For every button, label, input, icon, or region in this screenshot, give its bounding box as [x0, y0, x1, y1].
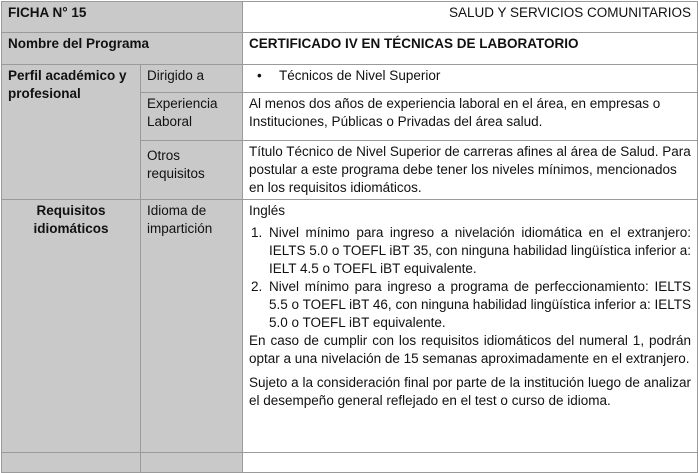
list-item	[249, 224, 691, 278]
dirigido-label: Dirigido a	[141, 65, 243, 93]
next-row-partial	[2, 453, 698, 473]
dirigido-item-text: Técnicos de Nivel Superior	[279, 68, 441, 83]
item-number: 1.	[251, 225, 263, 240]
dirigido-value	[243, 65, 698, 93]
program-name: CERTIFICADO IV EN TÉCNICAS DE LABORATORIO	[243, 33, 698, 65]
area-title: SALUD Y SERVICIOS COMUNITARIOS	[243, 2, 698, 33]
dirigido-list	[249, 67, 691, 85]
header-row	[2, 2, 698, 33]
experiencia-label: Experiencia Laboral	[141, 93, 243, 141]
ficha-number: FICHA N° 15	[2, 2, 243, 33]
requisitos-row	[2, 200, 698, 453]
nota-consideracion: Sujeto a la consideración final por parte de la institución luego de analizar el desempeño general reflejado en el test o curso de idioma.	[249, 375, 692, 408]
idioma-label: Idioma de impartición	[141, 200, 243, 453]
list-item	[249, 278, 691, 332]
item-text: Nivel mínimo para ingreso a nivelación idiomática en el extranjero: IELTS 5.0 o TOEFL iBT 35, con ninguna habilidad lingüística inferior a: IELT 4.5 o TOEFL iBT equivalente.	[269, 225, 692, 276]
requisitos-list	[249, 224, 691, 332]
dirigido-row	[2, 65, 698, 93]
item-text: Nivel mínimo para ingreso a programa de perfeccionamiento: IELTS 5.5 o TOEFL iBT 46, con ninguna habilidad lingüística inferior a: IELTS 5.0 o TOEFL iBT equivalente.	[269, 279, 692, 330]
program-row	[2, 33, 698, 65]
program-label: Nombre del Programa	[2, 33, 243, 65]
experiencia-value: Al menos dos años de experiencia laboral en el área, en empresas o Instituciones, Públicas o Privadas del área salud.	[243, 93, 698, 141]
list-item	[249, 67, 691, 85]
requisitos-label: Requisitos idiomáticos	[2, 200, 141, 453]
perfil-label: Perfil académico y profesional	[2, 65, 141, 200]
idioma-value: Inglés	[249, 203, 286, 218]
bullet-icon: •	[257, 68, 262, 83]
otros-label: Otros requisitos	[141, 141, 243, 200]
requisitos-content	[243, 200, 698, 453]
program-sheet-table	[1, 1, 698, 473]
item-number: 2.	[251, 279, 263, 294]
otros-value: Título Técnico de Nivel Superior de carreras afines al área de Salud. Para postular a este programa debe tener los niveles mínimos, mencionados en los requisitos idiomáticos.	[243, 141, 698, 200]
nota-nivelacion: En caso de cumplir con los requisitos idiomáticos del numeral 1, podrán optar a una nivelación de 15 semanas aproximadamente en el extranjero.	[249, 333, 692, 366]
